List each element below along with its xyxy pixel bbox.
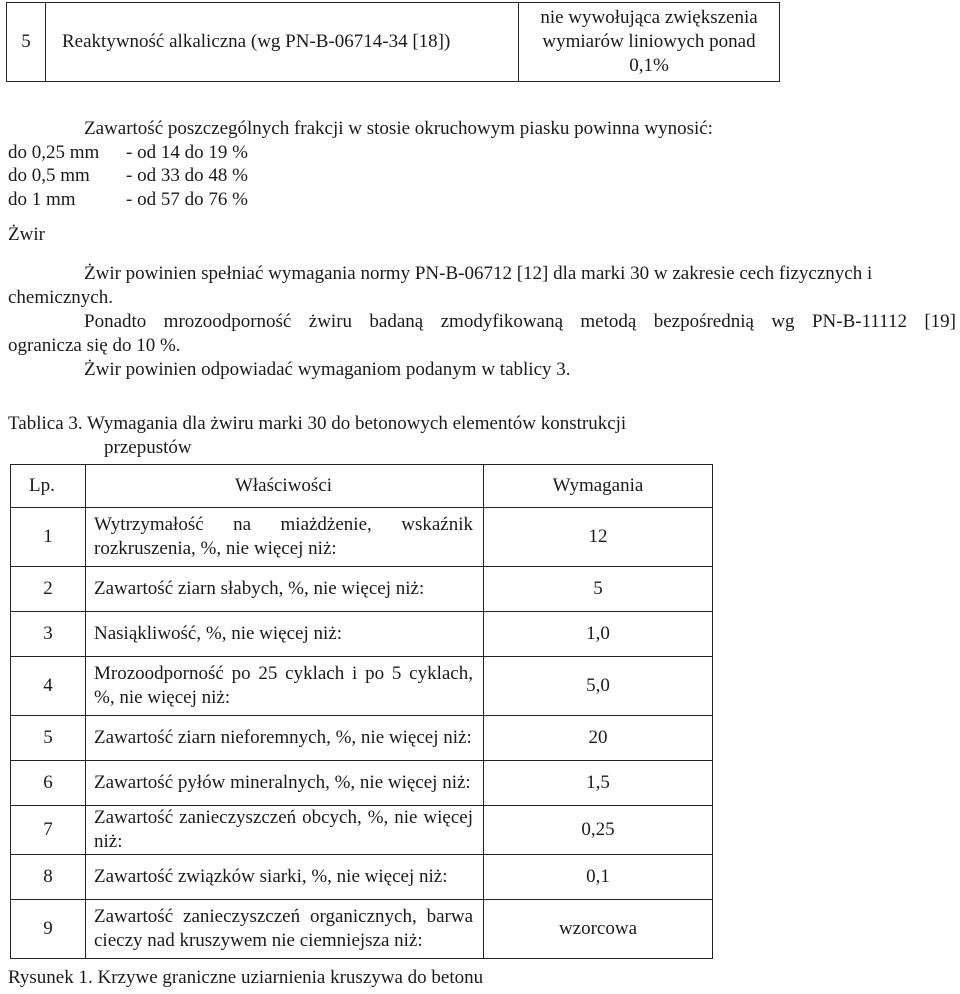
table-row [11,612,713,657]
requirement-value: 1,5 [484,761,713,806]
table-caption: Tablica 3. Wymagania dla żwiru marki 30 do betonowych elementów konstrukcji [8,413,627,434]
table-row [11,854,713,899]
fractions-intro: Zawartość poszczególnych frakcji w stosie okruchowym piasku powinna wynosić: [84,118,713,139]
paragraph-line: Ponadto mrozoodporność żwiru badaną zmodyfikowaną metodą bezpośrednią wg PN-B-11112 [19] [84,311,956,332]
paragraph-line: ogranicza się do 10 %. [8,335,181,356]
property-name: Zawartość związków siarki, %, nie więcej niż: [86,854,484,899]
table-caption-continued: przepustów [104,437,192,458]
requirement-value: 12 [484,508,713,567]
property-name: Zawartość ziarn słabych, %, nie więcej niż: [86,567,484,612]
table-row [11,567,713,612]
requirement-value: 5 [484,567,713,612]
property-name: Zawartość zanieczyszczeń organicznych, barwa cieczy nad kruszywem nie ciemniejsza niż: [86,899,484,958]
row-number: 1 [11,508,86,567]
previous-table-fragment [6,2,780,82]
row-number: 3 [11,612,86,657]
row-number: 5 [7,3,46,82]
column-header-lp: Lp. [11,465,86,508]
table-row [11,899,713,958]
table-row [11,716,713,761]
requirement-value: wzorcowa [484,899,713,958]
paragraph-line: chemicznych. [8,287,113,308]
requirements-table [10,464,713,959]
property-name: Zawartość pyłów mineralnych, %, nie więcej niż: [86,761,484,806]
requirement-value: 5,0 [484,657,713,716]
table-row [11,508,713,567]
requirement-value: 0,1 [484,854,713,899]
requirement-value [519,3,780,82]
row-number: 9 [11,899,86,958]
requirement-line: nie wywołująca zwiększenia [540,7,758,29]
figure-caption: Rysunek 1. Krzywe graniczne uziarnienia kruszywa do betonu [8,967,484,988]
property-name: Zawartość zanieczyszczeń obcych, %, nie więcej niż: [86,806,484,855]
row-number: 6 [11,761,86,806]
fraction-range: - od 57 do 76 % [126,189,248,210]
row-number: 8 [11,854,86,899]
fraction-size: do 1 mm [8,189,76,210]
table-row [11,806,713,855]
property-name: Mrozoodporność po 25 cyklach i po 5 cyklach, %, nie więcej niż: [86,657,484,716]
property-name: Zawartość ziarn nieforemnych, %, nie więcej niż: [86,716,484,761]
row-number: 2 [11,567,86,612]
table-row [11,761,713,806]
property-name: Wytrzymałość na miażdżenie, wskaźnik rozkruszenia, %, nie więcej niż: [86,508,484,567]
section-heading: Żwir [8,224,45,245]
requirement-value: 1,0 [484,612,713,657]
column-header-requirements: Wymagania [484,465,713,508]
row-number: 7 [11,806,86,855]
fraction-size: do 0,25 mm [8,142,100,163]
requirement-value: 20 [484,716,713,761]
requirement-line: wymiarów liniowych ponad [542,31,756,53]
fraction-range: - od 33 do 48 % [126,165,248,186]
property-name: Nasiąkliwość, %, nie więcej niż: [86,612,484,657]
property-name: Reaktywność alkaliczna (wg PN-B-06714-34 [18]) [46,3,519,82]
row-number: 4 [11,657,86,716]
column-header-properties: Właściwości [86,465,484,508]
fraction-size: do 0,5 mm [8,165,90,186]
row-number: 5 [11,716,86,761]
table-row [11,657,713,716]
requirement-value: 0,25 [484,806,713,855]
fraction-range: - od 14 do 19 % [126,142,248,163]
requirement-line: 0,1% [629,54,669,76]
table-row [7,3,780,82]
table-header-row [11,465,713,508]
paragraph-line: Żwir powinien odpowiadać wymaganiom podanym w tablicy 3. [84,359,571,380]
paragraph-line: Żwir powinien spełniać wymagania normy PN-B-06712 [12] dla marki 30 w zakresie cech fizycznych i [84,263,873,284]
